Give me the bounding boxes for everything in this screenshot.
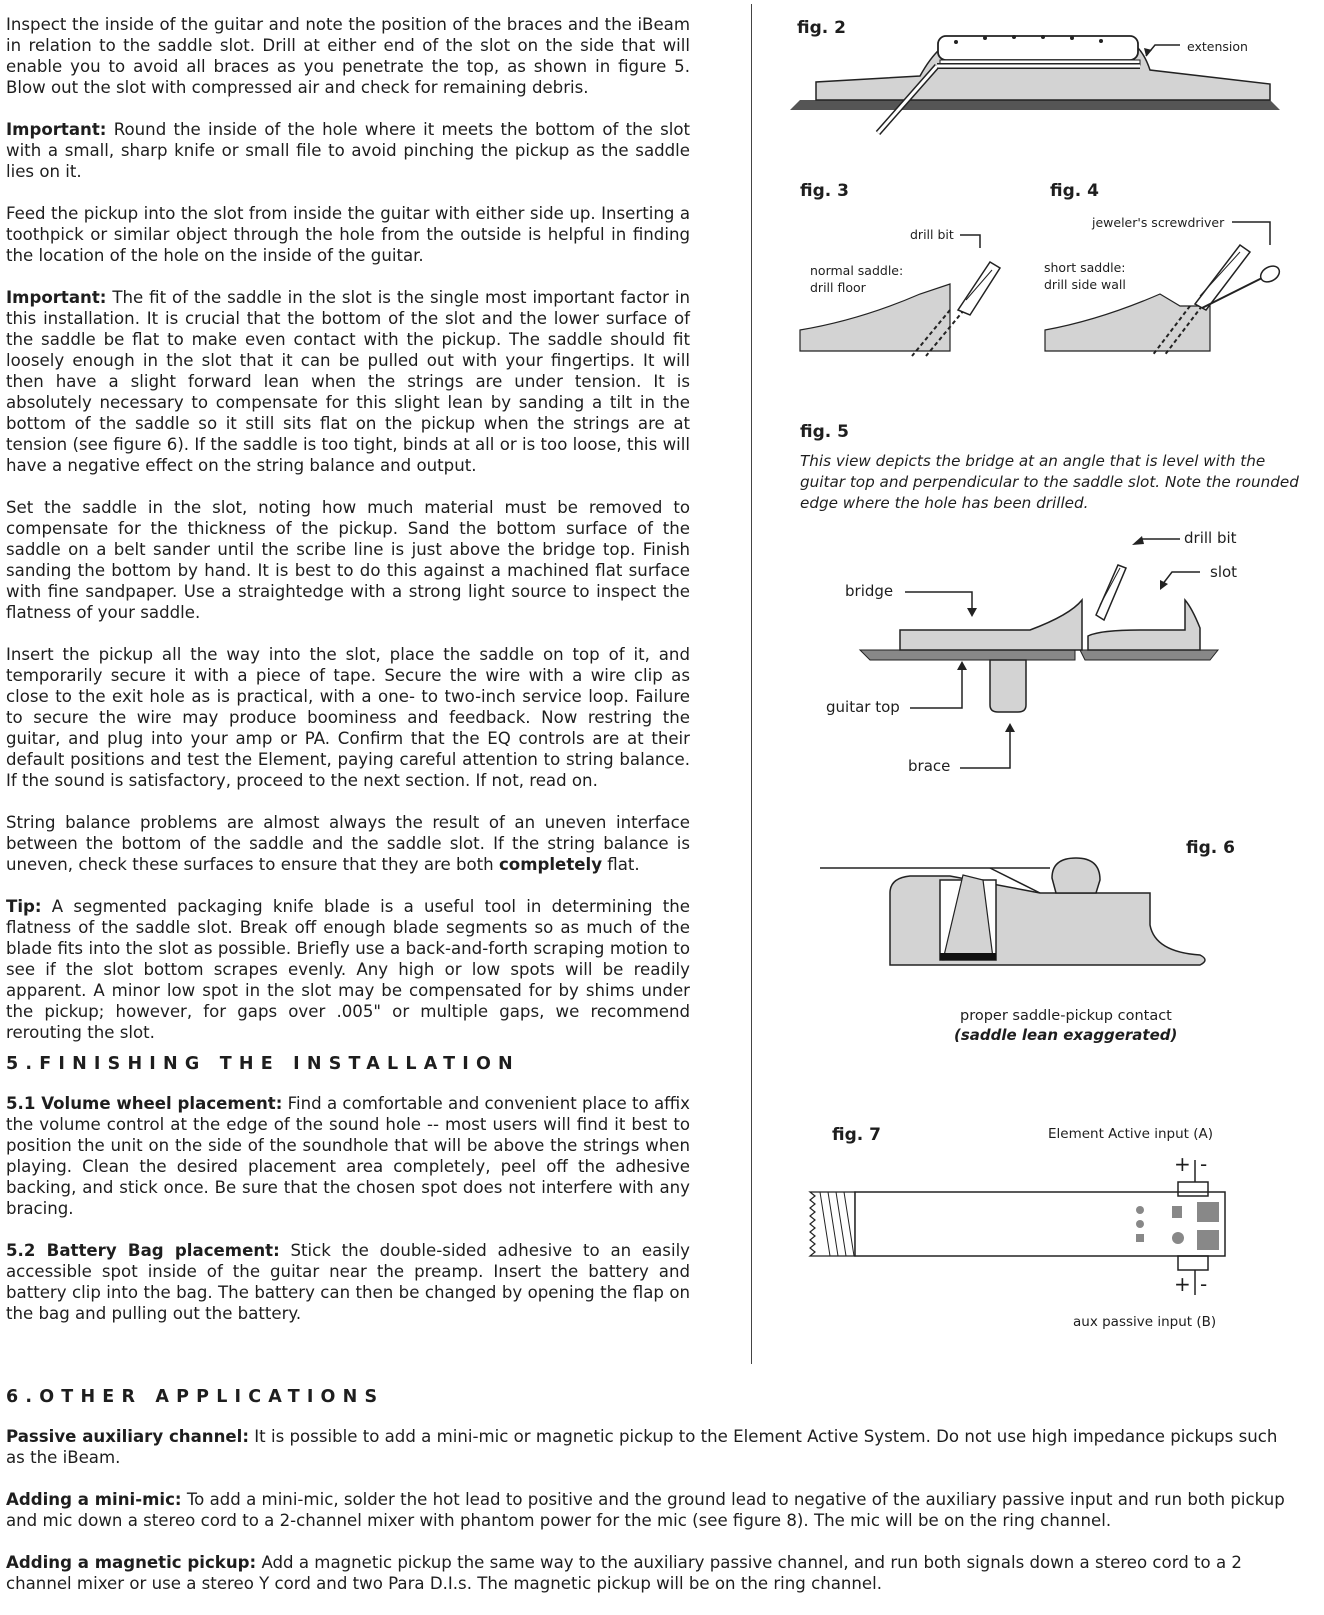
fig7-plus-top: + [1174,1152,1191,1176]
fig5-brace-label: brace [908,757,951,775]
fig7-input-b-label: aux passive input (B) [1073,1314,1217,1330]
fig4-line2: drill side wall [1044,277,1126,292]
fig6-label: fig. 6 [1186,838,1235,858]
paragraph-mini-mic: Adding a mini-mic: To add a mini-mic, solder the hot lead to positive and the ground lead to negative of the auxiliary passive input and run both pickup and mic down a stereo cord to a 2-channel mixer with phantom power for the mic (see figure 8). The mic will be on the ring channel. [6,1490,1285,1530]
paragraph-important-fit: Important: The fit of the saddle in the slot is the single most important factor in this installation. It is crucial that the bottom of the slot and the lower surface of the saddle be flat to make even contact with the pickup. The saddle should fit loosely enough in the slot that it can be pulled out with your fingertips. It will then have a slight forward lean when the strings are under tension. It is absolutely necessary to compensate for this slight lean by sanding a tilt in the bottom of the saddle so it still sits flat on the pickup when the strings are at tension (see figure 6). If the saddle is too tight, binds at all or is too loose, this will have a negative effect on the string balance and output. [6,288,690,475]
paragraph-insert-pickup: Insert the pickup all the way into the slot, place the saddle on top of it, and temporarily secure it with a piece of tape. Secure the wire with a wire clip as close to the exit hole as is practical, with a one- to two-inch service loop. Failure to secure the wire may produce boominess and feedback. Now restring the guitar, and plug into your amp or PA. Confirm that the EQ controls are at their default positions and test the Element, paying careful attention to string balance. If the sound is satisfactory, proceed to the next section. If not, read on. [6,645,690,790]
fig7-drawing [810,1160,1225,1295]
paragraph-string-balance: String balance problems are almost always the result of an uneven interface between the bottom of the saddle and the saddle slot. If the string balance is uneven, check these surfaces to ensure that they are both completely flat. [6,813,690,874]
paragraph-feed-pickup: Feed the pickup into the slot from inside the guitar with either side up. Inserting a toothpick or similar object through the hole from the outside is helpful in finding the location of the hole on the inside of the guitar. [6,204,690,265]
section-6-heading: 6.OTHER APPLICATIONS [6,1387,385,1407]
paragraph-inspect: Inspect the inside of the guitar and note the position of the braces and the iBeam in relation to the saddle slot. Drill at either end of the slot on the side that will enable you to avoid all braces as you penetrate the top, as shown in figure 5. Blow out the slot with compressed air and check for remaining debris. [6,15,690,97]
left-column [6,14,690,1345]
fig7-label: fig. 7 [832,1125,881,1145]
fig5-bridge-label: bridge [845,582,894,600]
fig7-minus-top: - [1200,1152,1208,1176]
fig7-input-a-label: Element Active input (A) [1048,1126,1214,1142]
section-6 [6,1386,1296,1615]
figures-drawing [800,0,1320,1370]
fig3-line2: drill floor [810,280,866,295]
paragraph-set-saddle: Set the saddle in the slot, noting how much material must be removed to compensate for the thickness of the pickup. Sand the bottom surface of the saddle on a belt sander until the scribe line is just above the bridge top. Finish sanding the bottom by hand. It is best to do this against a machined flat surface with fine sandpaper. Use a straightedge with a strong light source to inspect the flatness of your saddle. [6,498,690,622]
fig3-drill-bit-label: drill bit [910,227,954,242]
fig4-label: fig. 4 [1050,181,1099,201]
fig2-label: fig. 2 [797,18,846,38]
section-5-heading: 5.FINISHING THE INSTALLATION [6,1054,520,1074]
paragraph-passive-aux: Passive auxiliary channel: It is possible to add a mini-mic or magnetic pickup to the Element Active System. Do not use high impedance pickups such as the iBeam. [6,1427,1278,1467]
fig5-slot-label: slot [1210,563,1238,581]
fig7-minus-bottom: - [1200,1272,1208,1296]
fig3-label: fig. 3 [800,181,849,201]
fig4-line1: short saddle: [1044,260,1126,275]
fig5-drawing [860,536,1218,768]
fig6-caption1: proper saddle-pickup contact [960,1008,1172,1024]
column-divider [751,4,752,1364]
fig5-guitar-top-label: guitar top [826,698,900,716]
paragraph-important-round: Important: Round the inside of the hole where it meets the bottom of the slot with a small, sharp knife or small file to avoid pinching the pickup as the saddle lies on it. [6,120,690,181]
paragraph-magnetic-pickup: Adding a magnetic pickup: Add a magnetic pickup the same way to the auxiliary passive channel, and run both signals down a stereo cord to a 2 channel mixer or use a stereo Y cord and two Para D.I.s. The magnetic pickup will be on the ring channel. [6,1553,1242,1593]
figures-column [797,0,1320,1370]
fig2-extension-label: extension [1187,39,1248,54]
fig5-caption: This view depicts the bridge at an angle that is level with the guitar top and perpendicular to the saddle slot. Note the rounded edge where the hole has been drilled. [800,452,1299,512]
fig5-label: fig. 5 [800,422,849,442]
fig3-line1: normal saddle: [810,263,904,278]
paragraph-tip: Tip: A segmented packaging knife blade is a useful tool in determining the flatness of the saddle slot. Break off enough blade segments so as much of the blade fits into the slot as possible. Briefly use a back-and-forth scraping motion to see if the slot bottom scrapes evenly. Any high or low spots will be readily apparent. A minor low spot in the slot may be compensated for by shims under the pickup; however, for gaps over .005" or multiple gaps, we recommend rerouting the slot. [6,897,690,1042]
paragraph-battery-bag: 5.2 Battery Bag placement: Stick the double-sided adhesive to an easily accessible spot inside of the guitar near the preamp. Insert the battery and battery clip into the bag. The battery can then be changed by opening the flap on the bag and pulling out the battery. [6,1241,690,1323]
fig7-plus-bottom: + [1174,1272,1191,1296]
fig5-drill-bit-label: drill bit [1184,529,1237,547]
paragraph-volume-wheel: 5.1 Volume wheel placement: Find a comfortable and convenient place to affix the volume control at the edge of the sound hole -- most users will find it best to position the unit on the side of the soundhole that will be above the strings when playing. Clean the desired placement area completely, peel off the adhesive backing, and stick once. Be sure that the chosen spot does not interfere with any bracing. [6,1094,690,1218]
fig6-caption2: (saddle lean exaggerated) [954,1026,1178,1044]
fig6-drawing [820,858,1205,965]
fig4-screwdriver-label: jeweler's screwdriver [1092,215,1225,230]
